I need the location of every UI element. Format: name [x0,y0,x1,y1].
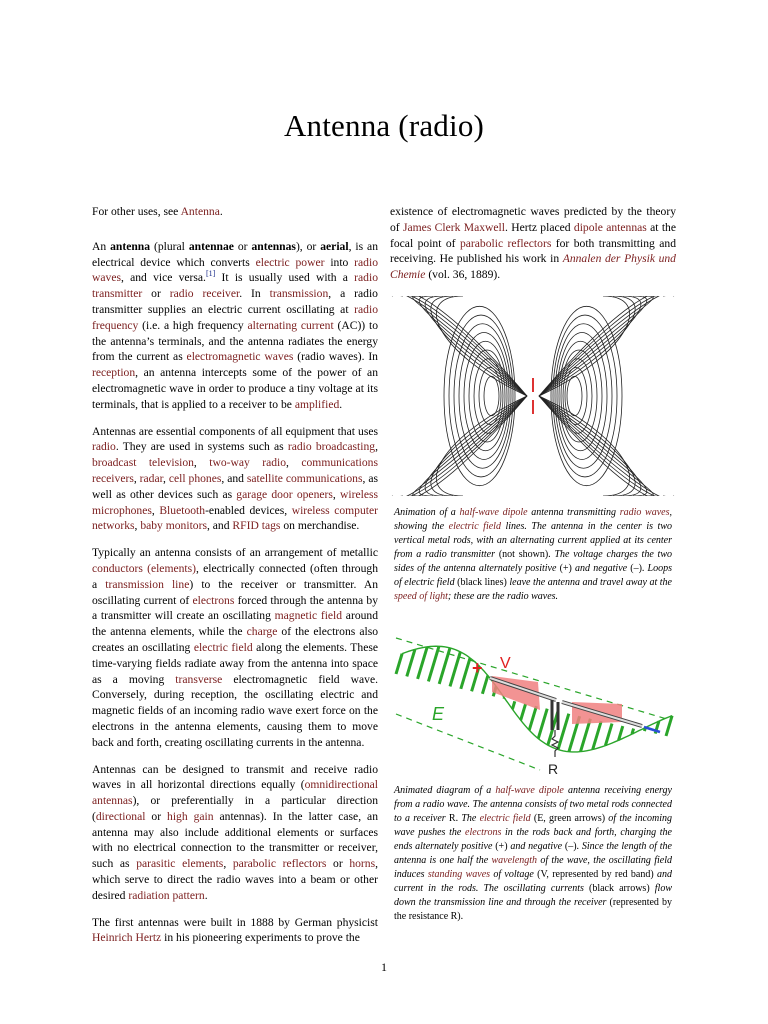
right-column [390,205,677,924]
link-high-gain[interactable]: high gain [167,809,214,823]
link-radio-waves-cap[interactable]: radio waves [619,507,670,518]
link-speed-of-light[interactable]: speed of light [394,591,448,602]
paragraph-construction: Typically an antenna consists of an arrangement of metallic conductors (elements), electrically connected (often through a transmission line) to the receiver or transmitter. An oscillating current of electrons forced through the antenna by a transmitter will create an oscillating magnetic field around the antenna elements, while the charge of the electrons also creates an oscillating electric field along the elements. These time-varying fields radiate away from the antenna into space as a moving transverse electromagnetic field wave. Conversely, during reception, the oscillating electric and magnetic fields of an incoming radio wave exert force on the electrons in the antenna elements, causing them to move back and forth, creating oscillating currents in the antenna. [92,546,379,749]
link-wavelength[interactable]: wavelength [491,855,538,866]
link-radiation-pattern[interactable]: radiation pattern [128,888,205,902]
link-broadcast-television[interactable]: broadcast television [92,456,194,470]
link-electric-field-cap-2[interactable]: electric field [479,813,531,824]
link-two-way-radio[interactable]: two-way radio [209,456,287,470]
figure-dipole-receiving [390,634,676,774]
label-v: V [500,655,511,672]
figure-dipole-field-lines [390,296,676,496]
paragraph-history-continued: existence of electromagnetic waves predicted by the theory of James Clerk Maxwell. Hertz placed dipole antennas at the focal point of parabolic reflectors for both transmitting and receiving. He published his work in Annalen der Physik und Chemie (vol. 36, 1889). [390,205,677,282]
link-transmission[interactable]: transmission [269,287,329,301]
label-e: E [432,704,445,724]
link-radio-waves[interactable]: radio waves [92,255,378,285]
dipole-field-lines-image [390,296,676,496]
link-amplified[interactable]: amplified [294,397,340,411]
link-radio[interactable]: radio [92,440,116,454]
page-title: Antenna (radio) [283,108,485,143]
link-bluetooth[interactable]: Bluetooth [159,503,206,517]
paragraph-intro: An antenna (plural antennae or antennas), or aerial, is an electrical device which converts electric power into radio waves, and vice versa.[1] It is usually used with a radio transmitter or radio receiver. In transmission, a radio transmitter supplies an electric current oscillating at radio frequency (i.e. a high frequency alternating current (AC)) to the antenna’s terminals, and the antenna radiates the energy from the current as electromagnetic waves (radio waves). In reception, an antenna intercepts some of the power of an electromagnetic wave in order to produce a tiny voltage at its terminals, that is applied to a receiver to be amplified. [92,239,379,411]
link-parabolic-reflectors-2[interactable]: parabolic reflectors [459,236,552,250]
resistor [552,730,558,757]
link-magnetic-field[interactable]: magnetic field [274,609,343,623]
link-electric-field-cap[interactable]: electric field [448,521,501,532]
link-radio-broadcasting[interactable]: radio broadcasting [287,440,376,454]
wave-axis-lower [396,714,540,770]
paragraph-directional: Antennas can be designed to transmit and receive radio waves in all horizontal directions equally (omnidirectional antennas), or preferentially in a particular direction (directional or high gain antennas). In the latter case, an antenna may also include additional elements or surfaces with no electrical connection to the transmitter or receiver, such as parasitic elements, parabolic reflectors or horns, which serve to direct the radio waves into a beam or other desired radiation pattern. [92,762,378,902]
link-wireless-computer-networks[interactable]: wireless computer networks [92,503,379,533]
link-heinrich-hertz[interactable]: Heinrich Hertz [92,931,162,945]
link-electrons[interactable]: electrons [192,593,235,607]
dipole-receiving-diagram [390,634,676,774]
link-parabolic-reflectors[interactable]: parabolic reflectors [232,857,327,871]
link-radio-frequency[interactable]: radio frequency [92,302,378,332]
paragraph-history: The first antennas were built in 1888 by German physicist Heinrich Hertz in his pioneering experiments to prove the [92,915,378,945]
link-radar[interactable]: radar [139,471,164,485]
link-communications-receivers[interactable]: communications receivers [92,456,378,485]
caption-dipole-receiving: Animated diagram of a half-wave dipole antenna receiving energy from a radio wave. The antenna consists of two metal rods connected to a receiver R. The electric field (E, green arrows) of the incoming wave pushes the electrons in the rods back and forth, charging the ends alternately positive (+) and negative (–). Since the length of the antenna is one half the wavelength of the wave, the oscillating field induces standing waves of voltage (V, represented by red band) and current in the rods. The oscillating currents (black arrows) flow down the transmission line and through the receiver (represented by the resistance R). [394,785,673,922]
link-james-clerk-maxwell[interactable]: James Clerk Maxwell [403,220,505,234]
link-satellite-communications[interactable]: satellite communications [246,471,363,485]
link-wireless-microphones[interactable]: wireless microphones [92,487,378,517]
link-garage-door-openers[interactable]: garage door openers [236,487,333,501]
link-alternating-current[interactable]: alternating current [247,318,334,332]
link-horns[interactable]: horns [349,857,376,871]
caption-dipole-transmitting: Animation of a half-wave dipole antenna transmitting radio waves, showing the electric field lines. The antenna in the center is two vertical metal rods, with an alternating current applied at its center from a radio transmitter (not shown). The voltage charges the two sides of the antenna alternately positive (+) and negative (–). Loops of electric field (black lines) leave the antenna and travel away at the speed of light; these are the radio waves. [394,507,673,602]
link-antenna[interactable]: Antenna [180,205,220,218]
link-charge[interactable]: charge [246,625,278,639]
link-transverse[interactable]: transverse [175,672,223,686]
link-omnidirectional-antennas[interactable]: omnidirectional antennas [92,778,378,808]
link-cell-phones[interactable]: cell phones [168,471,222,485]
link-radio-transmitter[interactable]: radio transmitter [92,271,378,301]
link-electrons-cap[interactable]: electrons [465,827,502,838]
link-transmission-line[interactable]: transmission line [105,577,190,591]
link-conductors[interactable]: conductors (elements) [92,561,197,575]
link-half-wave-dipole[interactable]: half-wave dipole [459,507,528,518]
link-standing-waves[interactable]: standing waves [427,869,491,880]
link-parasitic-elements[interactable]: parasitic elements [136,857,224,871]
link-directional[interactable]: directional [95,809,146,823]
label-r: R [548,761,559,774]
page-number: 1 [381,960,387,974]
hatnote: For other uses, see Antenna. [92,205,223,218]
link-baby-monitors[interactable]: baby monitors [140,519,207,533]
link-annalen[interactable]: Annalen der Physik und Chemie [390,252,676,282]
link-radio-receiver[interactable]: radio receiver [169,287,240,301]
link-reception[interactable]: reception [92,366,136,380]
plus-sign: + [472,658,483,678]
link-electric-power[interactable]: electric power [255,255,325,269]
link-dipole-antennas[interactable]: dipole antennas [573,220,647,234]
link-electromagnetic-waves[interactable]: electromagnetic waves [186,350,294,364]
left-column [92,204,378,957]
link-rfid-tags[interactable]: RFID tags [232,519,281,533]
paragraph-uses: Antennas are essential components of all equipment that uses radio. They are used in systems such as radio broadcasting, broadcast television, two-way radio, communications receivers, radar, cell phones, and satellite communications, as well as other devices such as garage door openers, wireless microphones, Bluetooth-enabled devices, wireless computer networks, baby monitors, and RFID tags on merchandise. [92,424,379,533]
link-half-wave-dipole-2[interactable]: half-wave dipole [495,785,564,796]
link-electric-field[interactable]: electric field [193,640,253,654]
citation-1[interactable]: [1] [205,269,216,279]
